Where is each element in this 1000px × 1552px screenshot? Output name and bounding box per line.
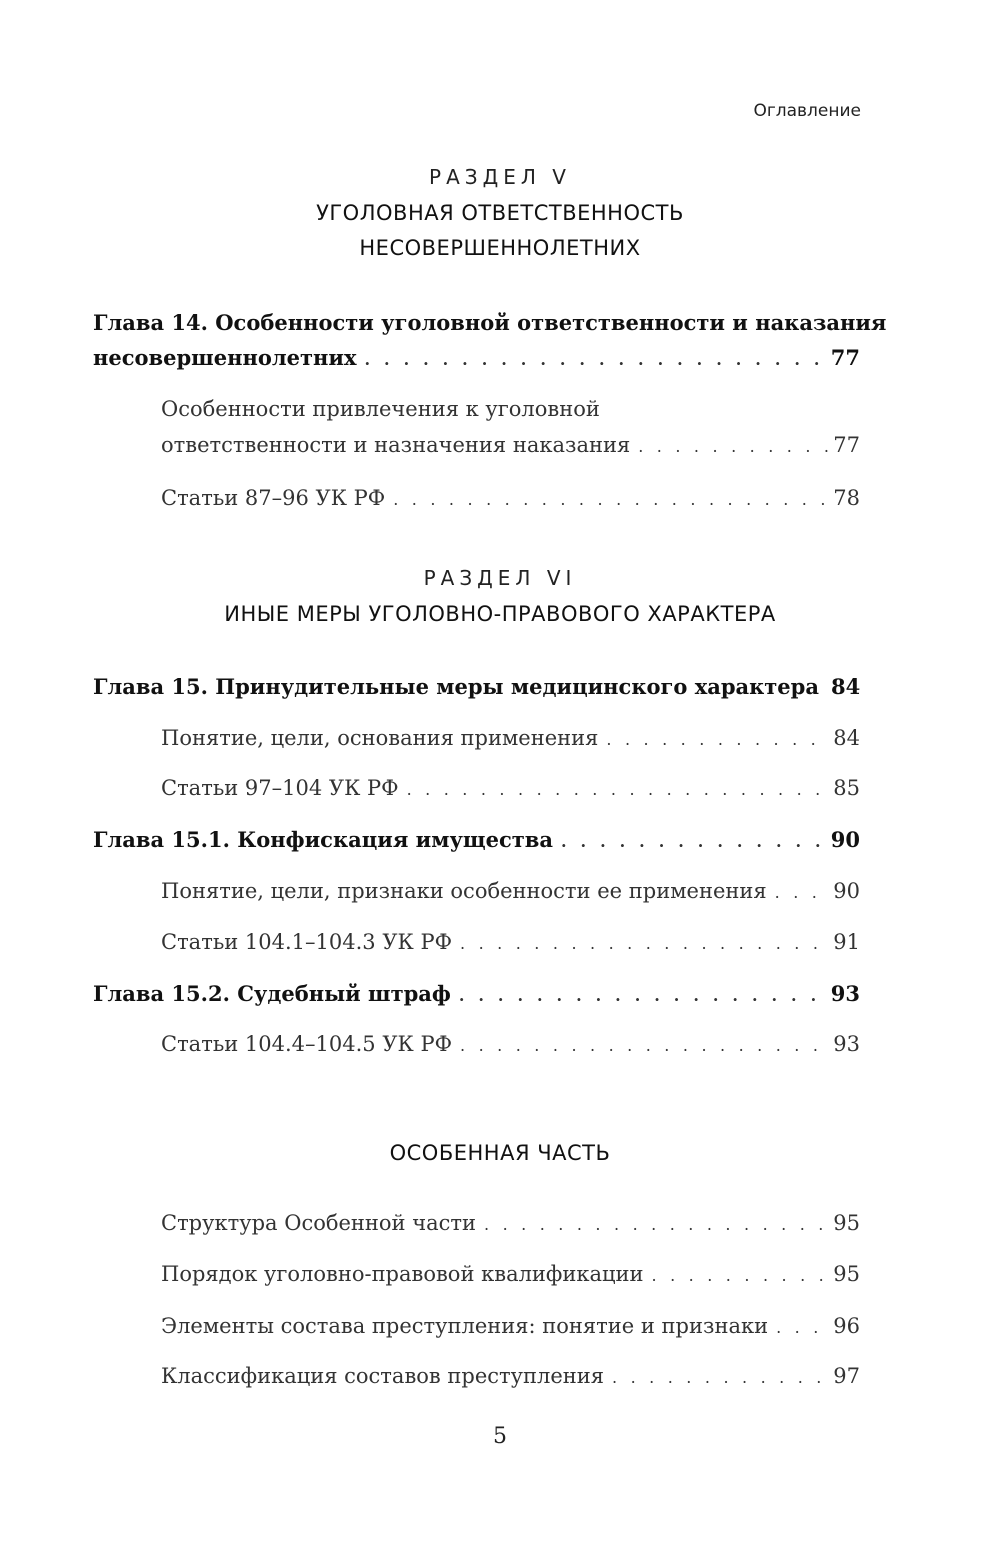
chapter-14-title-line1[interactable]: Глава 14. Особенности уголовной ответственности и наказания [93,310,887,335]
toc-item[interactable] [161,930,860,954]
chapter-title: Глава 15.2. Судебный штраф [93,981,451,1006]
toc-item[interactable] [161,879,860,903]
toc-item[interactable] [161,1262,860,1286]
dot-leader [460,934,829,953]
page-ref: 84 [833,726,860,750]
dot-leader [393,490,829,509]
page-ref: 93 [830,981,860,1006]
toc-item-title: Статьи 87–96 УК РФ [161,486,386,510]
page-ref: 91 [833,930,860,954]
toc-item-title: Элементы состава преступления: понятие и признаки [161,1314,769,1338]
dot-leader [612,1368,829,1387]
chapter-14-title-line2: несовершеннолетних [93,345,357,370]
page-ref: 78 [833,486,860,510]
page-ref: 77 [830,345,860,370]
running-head: Оглавление [753,101,861,121]
toc-item[interactable] [161,1314,860,1338]
chapter-15-1-entry[interactable] [93,827,860,852]
toc-item[interactable] [161,726,860,750]
page-ref: 96 [833,1314,860,1338]
toc-item-line1[interactable]: Особенности привлечения к уголовной [161,397,600,421]
toc-item[interactable] [161,433,860,457]
dot-leader [561,832,827,851]
dot-leader [776,1318,829,1337]
dot-leader [484,1215,829,1234]
section-5-label: РАЗДЕЛ V [429,165,571,189]
toc-item[interactable] [161,1211,860,1235]
page-ref: 84 [830,674,861,699]
page-ref: 93 [833,1032,860,1056]
toc-item-title: Статьи 97–104 УК РФ [161,776,399,800]
section-5-title-line1: УГОЛОВНАЯ ОТВЕТСТВЕННОСТЬ [316,201,684,225]
chapter-title: Глава 15.1. Конфискация имущества [93,827,554,852]
toc-item-title: Порядок уголовно-правовой квалификации [161,1262,644,1286]
toc-item[interactable] [161,776,860,800]
page-ref: 85 [833,776,860,800]
page-ref: 97 [833,1364,860,1388]
toc-item-title: Понятие, цели, основания применения [161,726,599,750]
chapter-title: Глава 15. Принудительные меры медицинского характера [93,674,819,699]
page-ref: 95 [833,1211,860,1235]
chapter-15-2-entry[interactable] [93,981,860,1006]
page-ref: 90 [830,827,860,852]
special-part-title: ОСОБЕННАЯ ЧАСТЬ [389,1141,611,1165]
dot-leader [638,437,829,456]
dot-leader [407,780,830,799]
toc-item[interactable] [161,1032,860,1056]
page-ref: 95 [833,1262,860,1286]
toc-item[interactable] [161,486,860,510]
dot-leader [460,1036,829,1055]
dot-leader [459,986,827,1005]
dot-leader [364,350,826,369]
dot-leader [775,883,830,902]
toc-item-title: Классификация составов преступления [161,1364,605,1388]
section-6-title: ИНЫЕ МЕРЫ УГОЛОВНО-ПРАВОВОГО ХАРАКТЕРА [224,602,776,626]
toc-item-title: Статьи 104.1–104.3 УК РФ [161,930,453,954]
page-ref: 77 [833,433,860,457]
section-5-title-line2: НЕСОВЕРШЕННОЛЕТНИХ [359,236,641,260]
dot-leader [652,1266,830,1285]
page-ref: 90 [833,879,860,903]
toc-item-title: Понятие, цели, признаки особенности ее применения [161,879,767,903]
chapter-15-entry[interactable] [93,674,860,699]
section-6-label: РАЗДЕЛ VI [423,566,577,590]
toc-item[interactable] [161,1364,860,1388]
chapter-14-entry[interactable] [93,345,860,370]
dot-leader [606,730,829,749]
toc-item-title: Структура Особенной части [161,1211,476,1235]
toc-item-line2: ответственности и назначения наказания [161,433,631,457]
page-number: 5 [493,1424,507,1449]
toc-item-title: Статьи 104.4–104.5 УК РФ [161,1032,453,1056]
